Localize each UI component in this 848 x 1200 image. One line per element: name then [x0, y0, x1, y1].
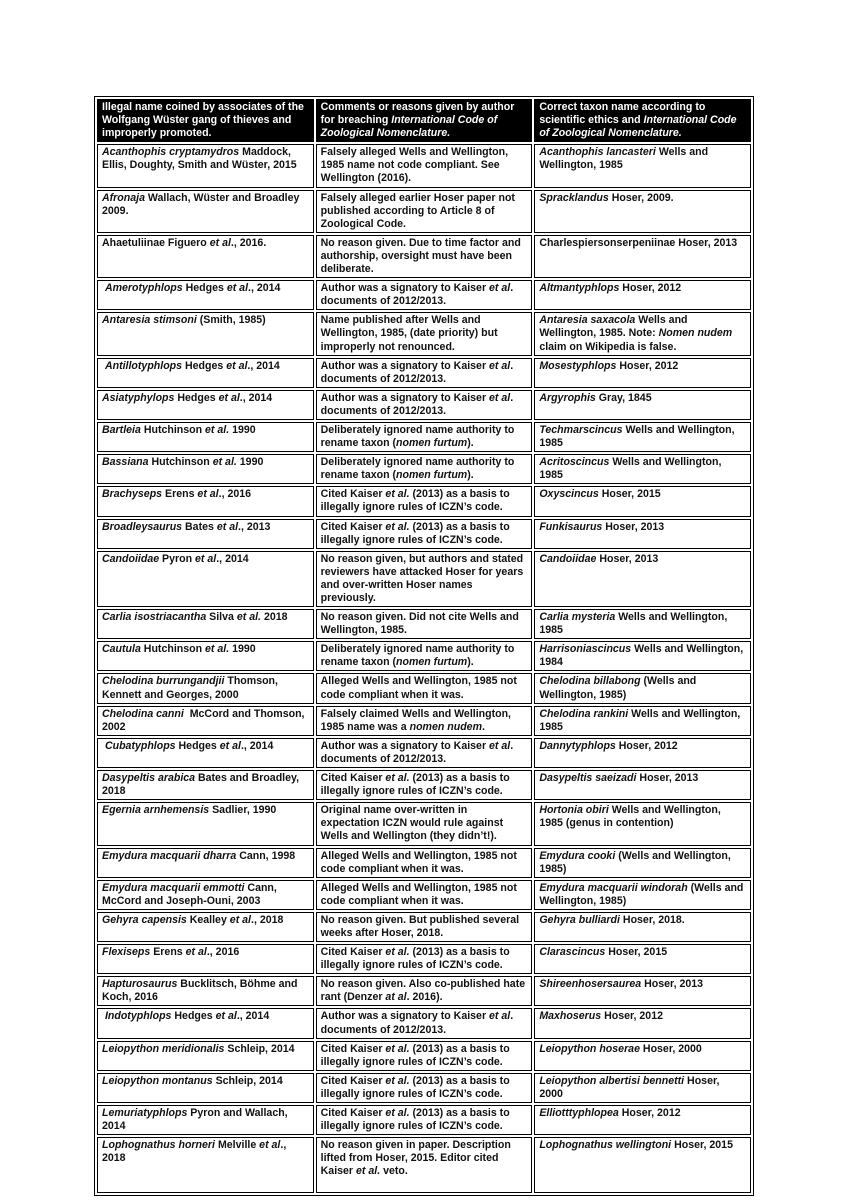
comment-cell: No reason given. Also co-published hate rant (Denzer at al. 2016). [316, 976, 533, 1006]
table-row [97, 944, 751, 974]
correct-name-cell: Spracklandus Hoser, 2009. [534, 190, 751, 233]
comment-cell: Deliberately ignored name authority to rename taxon (nomen furtum). [316, 641, 533, 671]
correct-name-cell: Chelodina rankini Wells and Wellington, 1985 [534, 706, 751, 736]
table-row [97, 390, 751, 420]
table-body [97, 144, 751, 1193]
illegal-name-cell: Lophognathus horneri Melville et al., 2018 [97, 1137, 314, 1193]
illegal-name-cell: Acanthophis cryptamydros Maddock, Ellis, Doughty, Smith and Wüster, 2015 [97, 144, 314, 187]
table-row [97, 1073, 751, 1103]
illegal-name-cell: Bassiana Hutchinson et al. 1990 [97, 454, 314, 484]
correct-name-cell: Antaresia saxacola Wells and Wellington, 1985. Note: Nomen nudem claim on Wikipedia is false. [534, 312, 751, 355]
comment-cell: Cited Kaiser et al. (2013) as a basis to illegally ignore rules of ICZN’s code. [316, 1041, 533, 1071]
header-correct-name: Correct taxon name according to scientific ethics and International Code of Zoological Nomenclature. [534, 99, 751, 142]
table-row [97, 422, 751, 452]
table-row [97, 454, 751, 484]
taxon-name-table [94, 96, 754, 1196]
table-row [97, 519, 751, 549]
table-row [97, 486, 751, 516]
correct-name-cell: Lophognathus wellingtoni Hoser, 2015 [534, 1137, 751, 1193]
table-header-row [97, 99, 751, 142]
comment-cell: No reason given. Did not cite Wells and Wellington, 1985. [316, 609, 533, 639]
table-row [97, 312, 751, 355]
comment-cell: Cited Kaiser et al. (2013) as a basis to illegally ignore rules of ICZN’s code. [316, 519, 533, 549]
comment-cell: Cited Kaiser et al. (2013) as a basis to illegally ignore rules of ICZN’s code. [316, 944, 533, 974]
comment-cell: Author was a signatory to Kaiser et al. documents of 2012/2013. [316, 358, 533, 388]
illegal-name-cell: Candoiidae Pyron et al., 2014 [97, 551, 314, 607]
correct-name-cell: Chelodina billabong (Wells and Wellington, 1985) [534, 673, 751, 703]
illegal-name-cell: Dasypeltis arabica Bates and Broadley, 2018 [97, 770, 314, 800]
illegal-name-cell: Chelodina canni McCord and Thomson, 2002 [97, 706, 314, 736]
table-row [97, 706, 751, 736]
illegal-name-cell: Chelodina burrungandjii Thomson, Kennett and Georges, 2000 [97, 673, 314, 703]
illegal-name-cell: Amerotyphlops Hedges et al., 2014 [97, 280, 314, 310]
illegal-name-cell: Leiopython meridionalis Schleip, 2014 [97, 1041, 314, 1071]
table-row [97, 280, 751, 310]
illegal-name-cell: Carlia isostriacantha Silva et al. 2018 [97, 609, 314, 639]
comment-cell: Name published after Wells and Wellington, 1985, (date priority) but improperly not renounced. [316, 312, 533, 355]
table-row [97, 976, 751, 1006]
illegal-name-cell: Emydura macquarii emmotti Cann, McCord and Joseph-Ouni, 2003 [97, 880, 314, 910]
correct-name-cell: Argyrophis Gray, 1845 [534, 390, 751, 420]
correct-name-cell: Dannytyphlops Hoser, 2012 [534, 738, 751, 768]
correct-name-cell: Mosestyphlops Hoser, 2012 [534, 358, 751, 388]
comment-cell: Deliberately ignored name authority to rename taxon (nomen furtum). [316, 454, 533, 484]
correct-name-cell: Emydura macquarii windorah (Wells and Wellington, 1985) [534, 880, 751, 910]
header-comments: Comments or reasons given by author for breaching International Code of Zoological Nomenclature. [316, 99, 533, 142]
table-row [97, 190, 751, 233]
illegal-name-cell: Indotyphlops Hedges et al., 2014 [97, 1008, 314, 1038]
illegal-name-cell: Cubatyphlops Hedges et al., 2014 [97, 738, 314, 768]
correct-name-cell: Elliotttyphlopea Hoser, 2012 [534, 1105, 751, 1135]
correct-name-cell: Shireenhosersaurea Hoser, 2013 [534, 976, 751, 1006]
comment-cell: Alleged Wells and Wellington, 1985 not code compliant when it was. [316, 673, 533, 703]
table-row [97, 673, 751, 703]
table-row [97, 1008, 751, 1038]
table-row [97, 1041, 751, 1071]
table-row [97, 1105, 751, 1135]
illegal-name-cell: Antaresia stimsoni (Smith, 1985) [97, 312, 314, 355]
illegal-name-cell: Flexiseps Erens et al., 2016 [97, 944, 314, 974]
illegal-name-cell: Brachyseps Erens et al., 2016 [97, 486, 314, 516]
comment-cell: Original name over-written in expectation ICZN would rule against Wells and Wellington (they didn’t!). [316, 802, 533, 845]
comment-cell: Cited Kaiser et al. (2013) as a basis to illegally ignore rules of ICZN’s code. [316, 1105, 533, 1135]
correct-name-cell: Charlespiersonserpeniinae Hoser, 2013 [534, 235, 751, 278]
correct-name-cell: Leiopython hoserae Hoser, 2000 [534, 1041, 751, 1071]
correct-name-cell: Clarascincus Hoser, 2015 [534, 944, 751, 974]
table-row [97, 144, 751, 187]
correct-name-cell: Candoiidae Hoser, 2013 [534, 551, 751, 607]
correct-name-cell: Gehyra bulliardi Hoser, 2018. [534, 912, 751, 942]
correct-name-cell: Altmantyphlops Hoser, 2012 [534, 280, 751, 310]
illegal-name-cell: Egernia arnhemensis Sadlier, 1990 [97, 802, 314, 845]
comment-cell: No reason given, but authors and stated reviewers have attacked Hoser for years and over-written Hoser names previously. [316, 551, 533, 607]
comment-cell: Author was a signatory to Kaiser et al. documents of 2012/2013. [316, 280, 533, 310]
comment-cell: Cited Kaiser et al. (2013) as a basis to illegally ignore rules of ICZN’s code. [316, 486, 533, 516]
correct-name-cell: Emydura cooki (Wells and Wellington, 1985) [534, 848, 751, 878]
illegal-name-cell: Leiopython montanus Schleip, 2014 [97, 1073, 314, 1103]
header-illegal-name: Illegal name coined by associates of the Wolfgang Wüster gang of thieves and improperly promoted. [97, 99, 314, 142]
comment-cell: Falsely claimed Wells and Wellington, 1985 name was a nomen nudem. [316, 706, 533, 736]
illegal-name-cell: Afronaja Wallach, Wüster and Broadley 2009. [97, 190, 314, 233]
comment-cell: Author was a signatory to Kaiser et al. documents of 2012/2013. [316, 738, 533, 768]
illegal-name-cell: Antillotyphlops Hedges et al., 2014 [97, 358, 314, 388]
illegal-name-cell: Asiatyphylops Hedges et al., 2014 [97, 390, 314, 420]
illegal-name-cell: Gehyra capensis Kealley et al., 2018 [97, 912, 314, 942]
comment-cell: Alleged Wells and Wellington, 1985 not code compliant when it was. [316, 848, 533, 878]
correct-name-cell: Acanthophis lancasteri Wells and Wellington, 1985 [534, 144, 751, 187]
comment-cell: No reason given. Due to time factor and authorship, oversight must have been deliberate. [316, 235, 533, 278]
table-row [97, 912, 751, 942]
correct-name-cell: Funkisaurus Hoser, 2013 [534, 519, 751, 549]
comment-cell: Author was a signatory to Kaiser et al. documents of 2012/2013. [316, 390, 533, 420]
table-row [97, 358, 751, 388]
illegal-name-cell: Broadleysaurus Bates et al., 2013 [97, 519, 314, 549]
illegal-name-cell: Lemuriatyphlops Pyron and Wallach, 2014 [97, 1105, 314, 1135]
comment-cell: Cited Kaiser et al. (2013) as a basis to illegally ignore rules of ICZN’s code. [316, 770, 533, 800]
table-row [97, 641, 751, 671]
comment-cell: Falsely alleged Wells and Wellington, 1985 name not code compliant. See Wellington (2016). [316, 144, 533, 187]
illegal-name-cell: Cautula Hutchinson et al. 1990 [97, 641, 314, 671]
comment-cell: Deliberately ignored name authority to rename taxon (nomen furtum). [316, 422, 533, 452]
table-row [97, 848, 751, 878]
table-row [97, 770, 751, 800]
comment-cell: Author was a signatory to Kaiser et al. documents of 2012/2013. [316, 1008, 533, 1038]
correct-name-cell: Maxhoserus Hoser, 2012 [534, 1008, 751, 1038]
table-row [97, 235, 751, 278]
correct-name-cell: Hortonia obiri Wells and Wellington, 1985 (genus in contention) [534, 802, 751, 845]
correct-name-cell: Techmarscincus Wells and Wellington, 1985 [534, 422, 751, 452]
table-row [97, 738, 751, 768]
illegal-name-cell: Bartleia Hutchinson et al. 1990 [97, 422, 314, 452]
correct-name-cell: Acritoscincus Wells and Wellington, 1985 [534, 454, 751, 484]
comment-cell: Falsely alleged earlier Hoser paper not published according to Article 8 of Zoological Code. [316, 190, 533, 233]
comment-cell: No reason given. But published several weeks after Hoser, 2018. [316, 912, 533, 942]
correct-name-cell: Leiopython albertisi bennetti Hoser, 2000 [534, 1073, 751, 1103]
illegal-name-cell: Ahaetuliinae Figuero et al., 2016. [97, 235, 314, 278]
correct-name-cell: Carlia mysteria Wells and Wellington, 1985 [534, 609, 751, 639]
table-row [97, 609, 751, 639]
table-row [97, 802, 751, 845]
correct-name-cell: Oxyscincus Hoser, 2015 [534, 486, 751, 516]
comment-cell: Cited Kaiser et al. (2013) as a basis to illegally ignore rules of ICZN’s code. [316, 1073, 533, 1103]
correct-name-cell: Harrisoniascincus Wells and Wellington, 1984 [534, 641, 751, 671]
comment-cell: No reason given in paper. Description lifted from Hoser, 2015. Editor cited Kaiser et al. veto. [316, 1137, 533, 1193]
illegal-name-cell: Hapturosaurus Bucklitsch, Böhme and Koch, 2016 [97, 976, 314, 1006]
table-row [97, 880, 751, 910]
table-row [97, 1137, 751, 1193]
comment-cell: Alleged Wells and Wellington, 1985 not code compliant when it was. [316, 880, 533, 910]
illegal-name-cell: Emydura macquarii dharra Cann, 1998 [97, 848, 314, 878]
correct-name-cell: Dasypeltis saeizadi Hoser, 2013 [534, 770, 751, 800]
table-row [97, 551, 751, 607]
